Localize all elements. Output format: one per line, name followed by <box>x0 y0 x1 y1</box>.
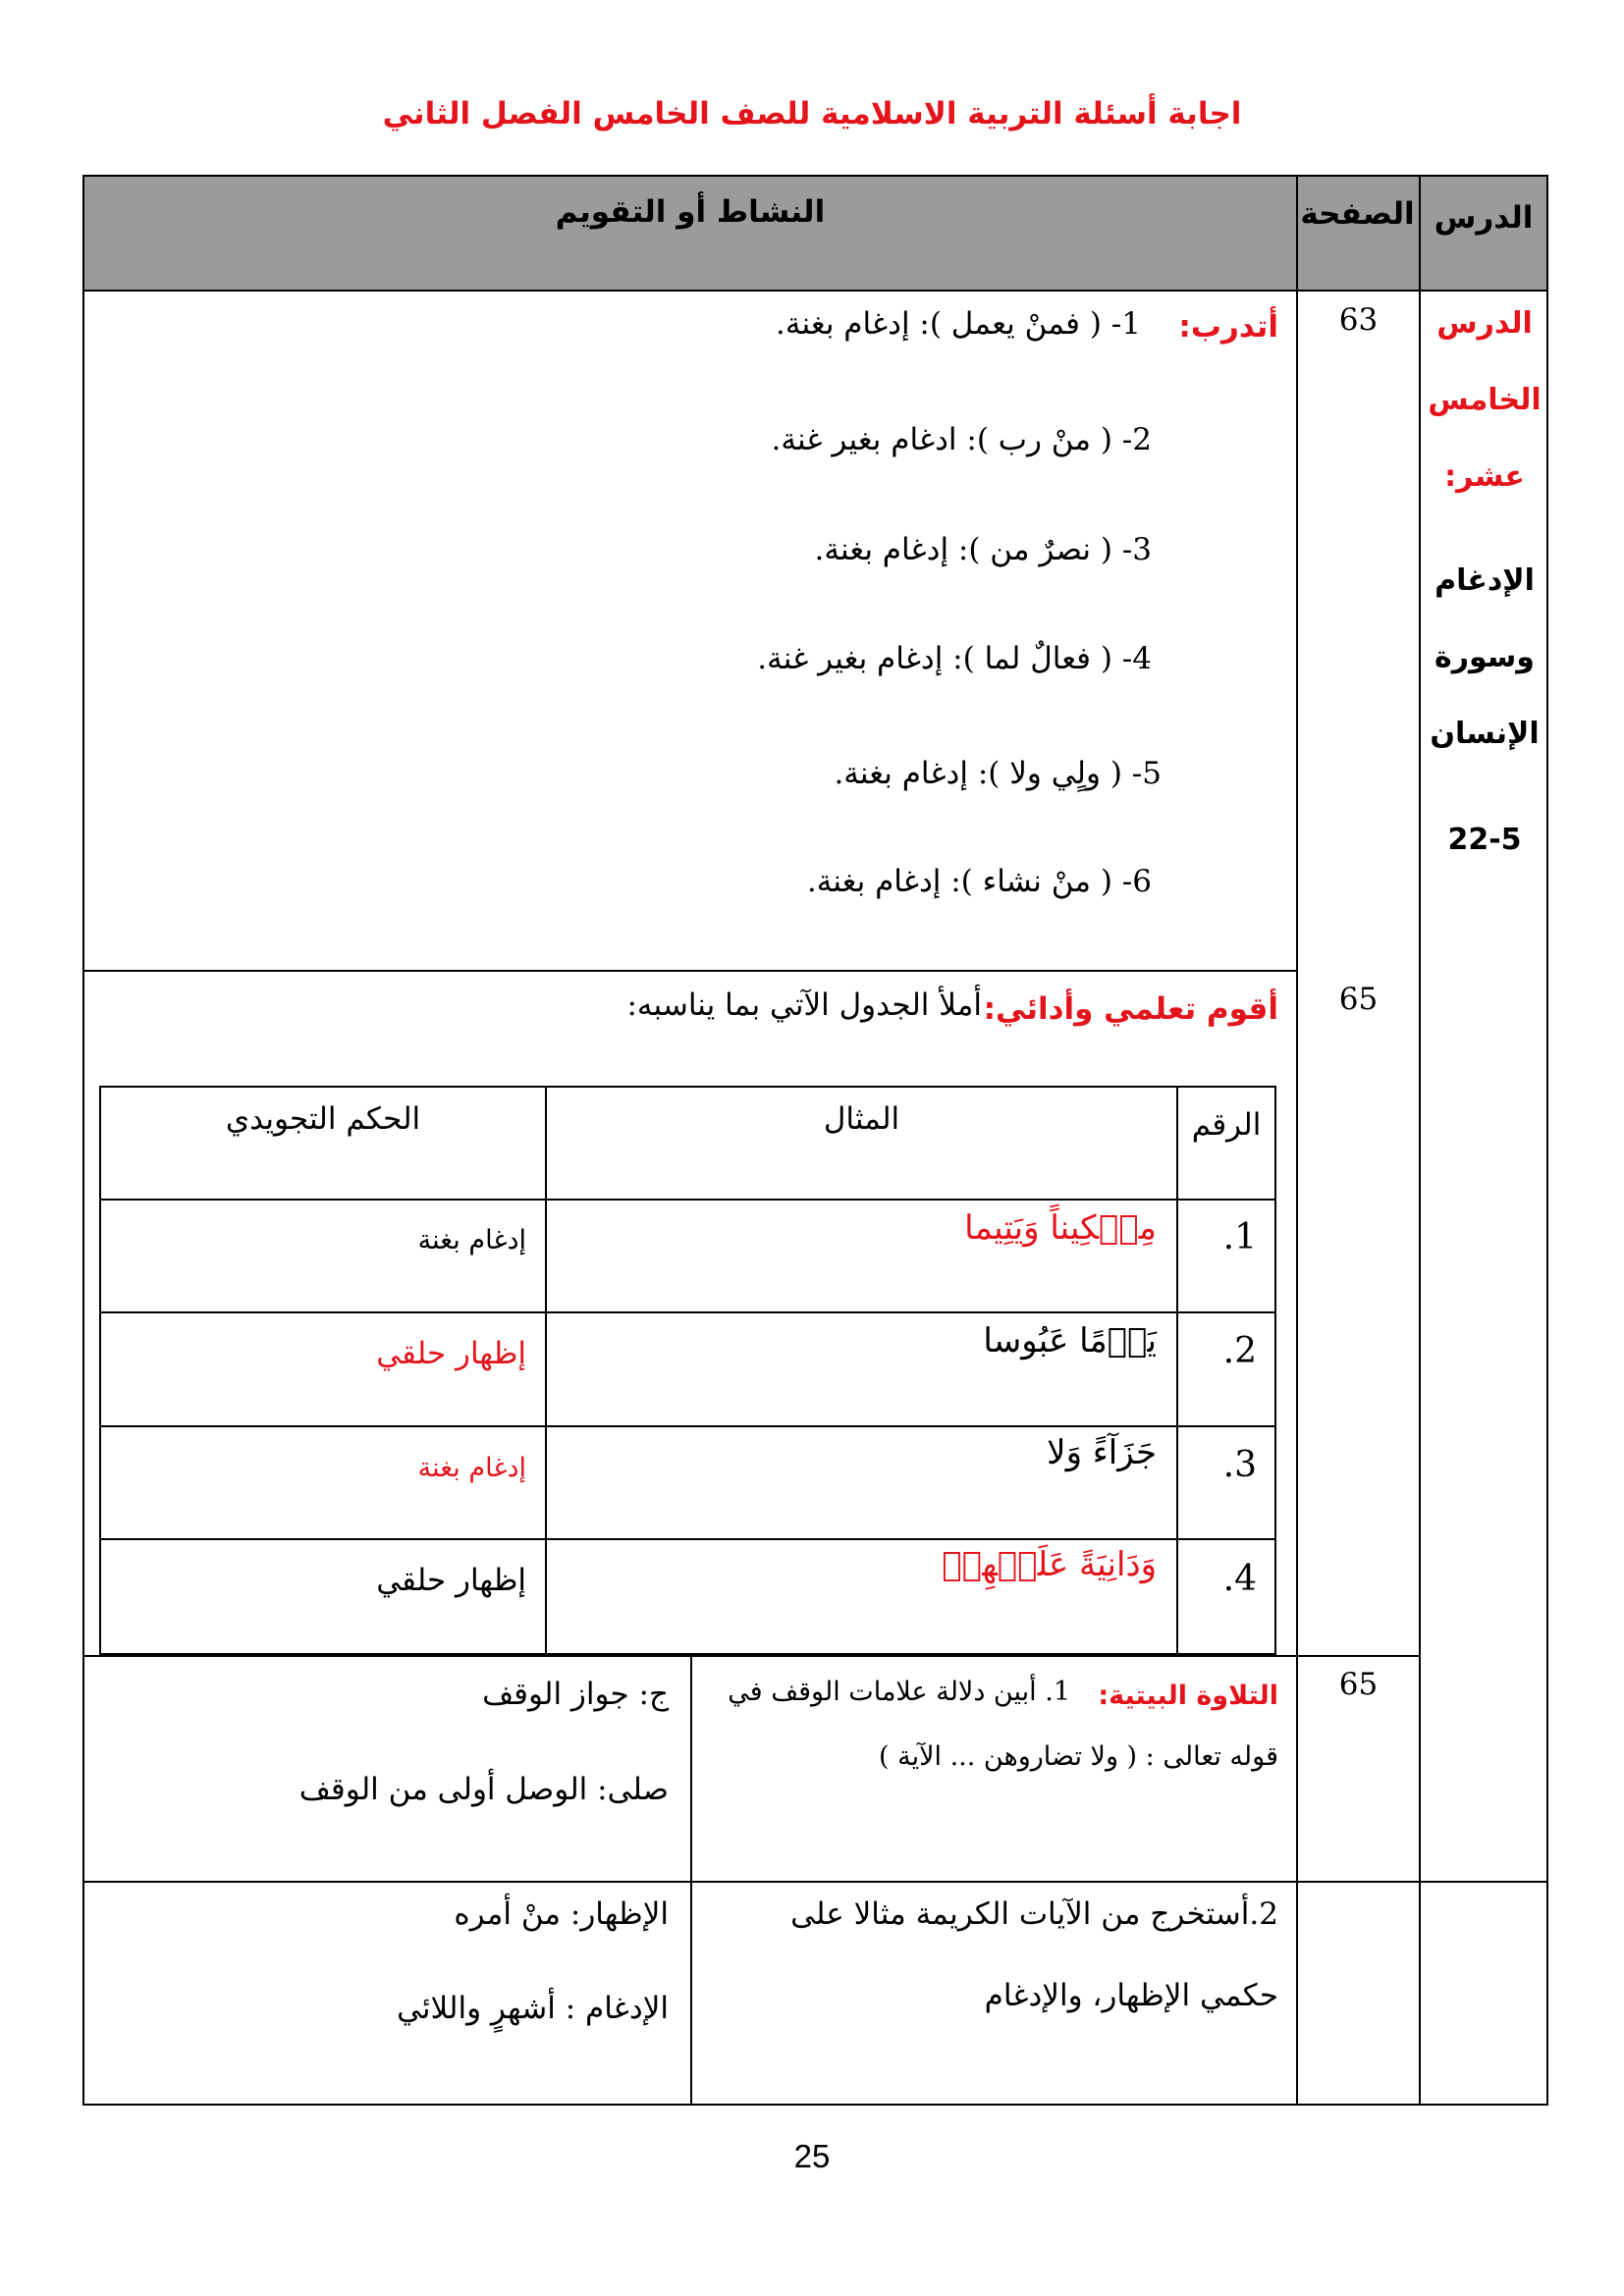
tajweed-table <box>99 1086 1276 1655</box>
row-example: يَوۡمًا عَبُوسا <box>983 1321 1157 1361</box>
section1-item: 5- ( ولٍي ولا ): إدغام بغنة. <box>834 756 1162 791</box>
page-title: اجابة أسئلة التربية الاسلامية للصف الخامس الفصل الثاني <box>382 96 1242 132</box>
row-rule: إظهار حلقي <box>376 1336 526 1371</box>
question2-line1: 2.أستخرج من الآيات الكريمة مثالا على <box>790 1896 1278 1932</box>
row-number: 1. <box>1222 1217 1257 1257</box>
section3-label: التلاوة البيتية: <box>1098 1681 1278 1711</box>
answer1-line1: ج: جواز الوقف <box>482 1677 669 1712</box>
lesson-surah-label: وسورة <box>1435 640 1535 674</box>
question1-line1: 1. أبين دلالة علامات الوقف في <box>728 1677 1070 1707</box>
page-number: 25 <box>793 2138 831 2174</box>
row-number: 3. <box>1222 1445 1257 1485</box>
row-number: 4. <box>1222 1559 1257 1599</box>
lesson-verses: 22-5 <box>1447 823 1522 857</box>
col-header-number: الرقم <box>1191 1107 1262 1143</box>
section1-page: 63 <box>1338 302 1379 338</box>
row-rule: إظهار حلقي <box>376 1563 526 1598</box>
answer2-line2: الإدغام : أشهرٍ واللائي <box>397 1991 669 2026</box>
row-rule: إدغام بغنة <box>417 1225 526 1255</box>
section1-label: أتدرب: <box>1178 309 1278 345</box>
row-example: وَدَانِيَةً عَلَيۡهِمۡ <box>942 1545 1157 1584</box>
section2-page: 65 <box>1338 982 1379 1017</box>
header-activity: النشاط أو التقويم <box>555 194 826 230</box>
row-example: جَزَآءً وَلا <box>1047 1433 1157 1472</box>
row-rule: إدغام بغنة <box>417 1453 526 1483</box>
section2-instruction: أملأ الجدول الآتي بما يناسبه: <box>626 988 982 1023</box>
section3-page: 65 <box>1338 1667 1379 1702</box>
section1-item: 2- ( منْ رب ): ادغام بغير غنة. <box>771 422 1152 457</box>
lesson-topic: الإدغام <box>1435 563 1535 598</box>
lesson-surah-name: الإنسان <box>1430 717 1540 751</box>
header-lesson: الدرس <box>1434 200 1534 236</box>
section1-item: 1- ( فمنْ يعمل ): إدغام بغنة. <box>776 306 1141 342</box>
question2-line2: حكمي الإظهار، والإدغام <box>984 1978 1278 2013</box>
answer1-line2: صلى: الوصل أولى من الوقف <box>298 1772 669 1807</box>
row-number: 2. <box>1222 1331 1257 1371</box>
question1-line2: قوله تعالى : ( ولا تضاروهن ... الآية ) <box>879 1741 1278 1772</box>
lesson-number: الخامس <box>1428 383 1542 417</box>
lesson-number-suffix: عشر: <box>1444 459 1525 494</box>
section1-item: 4- ( فعالٌ لما ): إدغام بغير غنة. <box>757 641 1152 676</box>
answer2-line1: الإظهار: منْ أمره <box>454 1896 669 1932</box>
lesson-label: الدرس <box>1436 306 1533 341</box>
section2-label: أقوم تعلمي وأدائي: <box>983 991 1278 1027</box>
header-page: الصفحة <box>1300 196 1415 232</box>
col-header-example: المثال <box>823 1101 900 1137</box>
section1-item: 6- ( منْ نشاء ): إدغام بغنة. <box>806 864 1152 899</box>
row-example: مِسۡكِيناً وَيَتِيما <box>964 1208 1157 1248</box>
section1-item: 3- ( نصرٌ من ): إدغام بغنة. <box>814 532 1152 567</box>
col-header-rule: الحكم التجويدي <box>225 1101 421 1137</box>
